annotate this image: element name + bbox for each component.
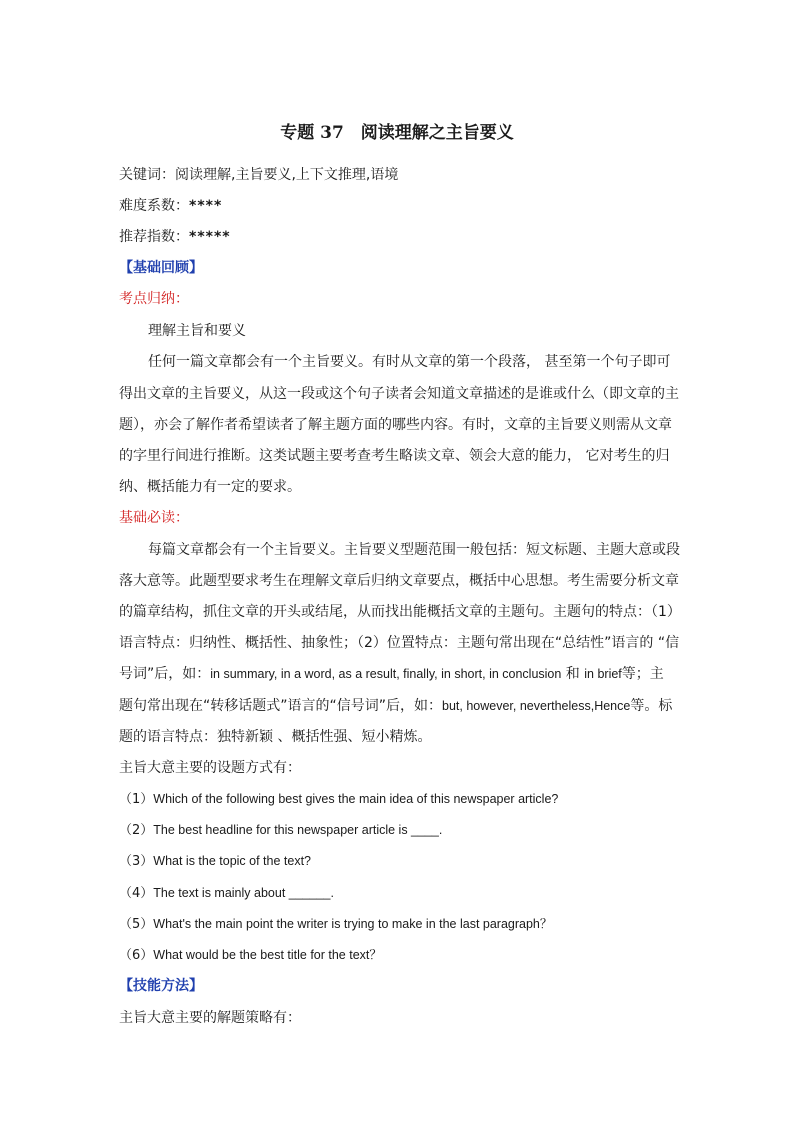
para1-line: 题），亦会了解作者希望读者了解主题方面的哪些内容。有时，文章的主旨要义则需从文章 [119,417,672,433]
sub-title: 理解主旨和要义 [148,323,246,339]
bidu-heading: 基础必读： [119,510,189,526]
question-text: What would be the best title for the text？ [153,948,382,962]
question-item [119,884,679,903]
para2-line: 落大意等。此题型要求考生在理解文章后归纳文章要点，概括中心思想。考生需要分析文章 [119,573,679,589]
para2-line: 题的语言特点：独特新颖 、概括性强、短小精炼。 [119,729,432,745]
keywords-line: 关键词：阅读理解,主旨要义,上下文推理,语境 [119,167,399,183]
strategy-title: 主旨大意主要的解题策略有： [119,1010,301,1026]
section-heading-method: 【技能方法】 [119,978,203,994]
recommend-label: 推荐指数： [119,229,189,245]
question-number: （5） [119,917,154,932]
question-text: The best headline for this newspaper article is ____. [153,823,443,837]
question-text: What is the topic of the text? [153,854,312,868]
para1-line: 纳、概括能力有一定的要求。 [119,479,301,495]
text-span: 等；主 [621,666,664,682]
para1-line: 的字里行间进行推断。这类试题主要考查考生略读文章、领会大意的能力， 它对考生的归 [119,448,670,464]
question-item [119,915,679,934]
question-number: （1） [119,792,154,807]
text-span: 号词”后，如： [119,666,211,682]
difficulty-line [119,197,679,215]
para2-line [119,697,679,715]
question-number: （4） [119,886,154,901]
para1-line: 得出文章的主旨要义，从这一段或这个句子读者会知道文章描述的是谁或什么（即文章的主 [119,386,679,402]
para2-line: 语言特点：归纳性、概括性、抽象性；（2）位置特点：主题句常出现在“总结性”语言的 “信 [119,635,680,651]
para2-line [119,665,679,683]
english-span: in brief [584,667,622,681]
question-item [119,946,679,965]
english-span: but, however, nevertheless,Hence [442,699,631,713]
difficulty-stars: **** [189,198,223,214]
para2-line: 的篇章结构，抓住文章的开头或结尾，从而找出能概括文章的主题句。主题句的特点：（1） [119,604,681,620]
question-item [119,852,679,871]
text-span: 题句常出现在“转移话题式”语言的“信号词”后，如： [119,698,443,714]
recommend-stars: ***** [189,229,231,245]
difficulty-label: 难度系数： [119,198,189,214]
question-text: Which of the following best gives the main idea of this newspaper article? [153,792,559,806]
text-span: 等。标 [630,698,673,714]
question-text: The text is mainly about ______. [153,886,334,900]
question-text: What's the main point the writer is trying to make in the last paragraph？ [153,917,553,931]
section-heading-review: 【基础回顾】 [119,260,203,276]
question-item [119,821,679,840]
question-number: （2） [119,823,154,838]
ways-title: 主旨大意主要的设题方式有： [119,760,301,776]
question-item [119,790,679,809]
para1-line: 任何一篇文章都会有一个主旨要义。有时从文章的第一个段落， 甚至第一个句子即可 [148,354,671,370]
question-number: （3） [119,854,154,869]
text-span: 和 [561,666,585,682]
page-title: 专题 37 阅读理解之主旨要义 [280,123,514,143]
para2-line: 每篇文章都会有一个主旨要义。主旨要义型题范围一般包括：短文标题、主题大意或段 [148,542,680,558]
question-number: （6） [119,948,154,963]
recommend-line [119,228,679,246]
kaodian-heading: 考点归纳： [119,291,189,307]
english-span: in summary, in a word, as a result, finally, in short, in conclusion [210,667,562,681]
